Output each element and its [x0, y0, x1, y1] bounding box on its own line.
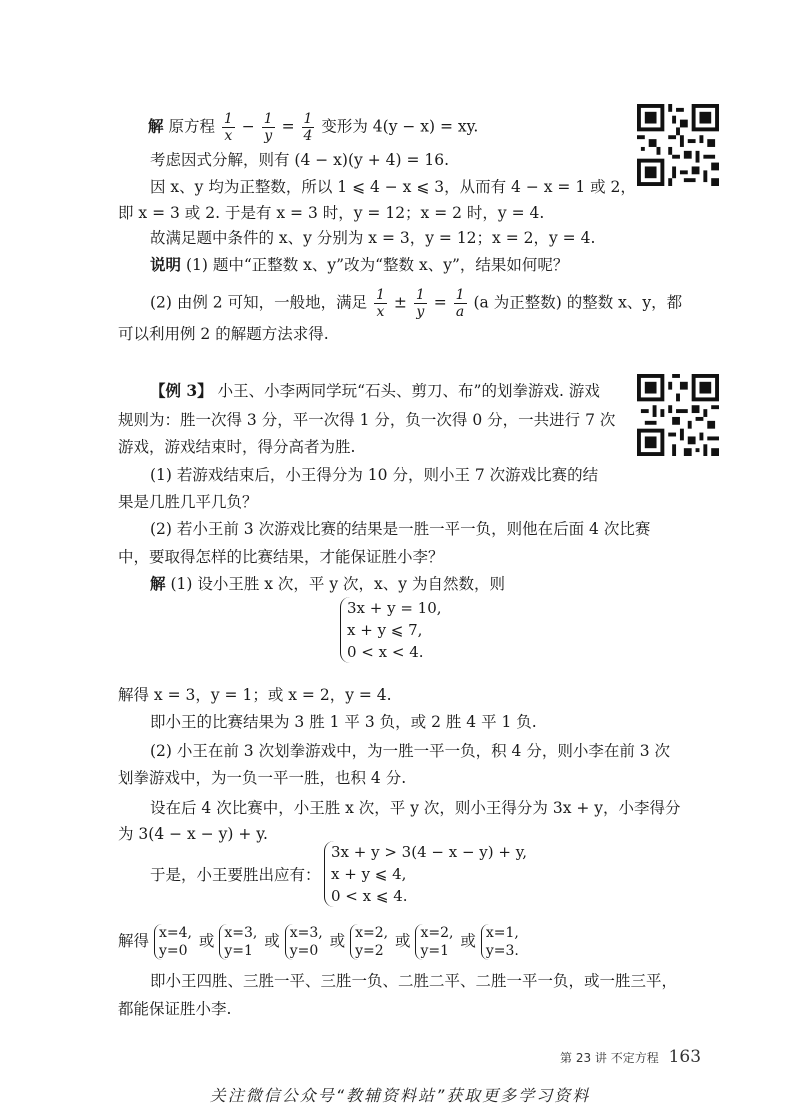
or-word: 或	[395, 932, 411, 950]
page-number: 163	[668, 1047, 702, 1067]
or-word: 或	[264, 932, 280, 950]
answer-system: x=1, y=3.	[481, 924, 519, 960]
solution3-line5: 划拳游戏中，为一负一平一胜，也积 4 分.	[118, 769, 407, 787]
solution-label: 解	[148, 116, 164, 136]
fraction: $\frac{1}{y}$	[263, 111, 273, 144]
note1-line2-end: (a 为正整数) 的整数 x、y，都	[473, 293, 683, 312]
system-row: 3x + y = 10,	[347, 599, 442, 617]
note1-line3: 可以利用例 2 的解题方法求得.	[118, 325, 329, 343]
answer-system: x=4, y=0	[154, 924, 192, 960]
solution3-text: (1) 设小王胜 x 次，平 y 次，x、y 为自然数，则	[170, 575, 505, 593]
inequality-system-2	[324, 841, 527, 907]
example3-q1-line2: 果是几胜几平几负？	[118, 493, 258, 511]
solution3-answers	[118, 924, 521, 960]
fraction: $\frac{1}{y}$	[415, 287, 425, 320]
fraction: $\frac{1}{x}$	[223, 111, 233, 144]
example3-line3: 游戏，游戏结束时，得分高者为胜.	[118, 438, 356, 456]
answer-system: x=2, y=1	[415, 924, 453, 960]
solution3-line7: 为 3(4 − x − y) + y.	[118, 825, 268, 843]
solution-label: 解	[150, 574, 166, 593]
solution1-line1	[148, 111, 478, 144]
solution3-line2: 解得 x = 3，y = 1；或 x = 2，y = 4.	[118, 686, 392, 704]
or-word: 或	[460, 932, 476, 950]
equals-sign: =	[281, 117, 295, 136]
note1-line2	[150, 287, 682, 320]
solution3-line8: 于是，小王要胜出应有：	[150, 866, 321, 884]
solution1-line5: 故满足题中条件的 x、y 分别为 x = 3，y = 12；x = 2，y = 4.	[150, 229, 596, 247]
answer-system: x=2, y=2	[350, 924, 388, 960]
lecture-topic: 不定方程	[610, 1051, 659, 1065]
answer-system: x=3, y=1	[219, 924, 257, 960]
example3-q1-line1: (1) 若游戏结束后，小王得分为 10 分，则小王 7 次游戏比赛的结	[150, 466, 599, 484]
example3-q2-line2: 中，要取得怎样的比赛结果，才能保证胜小李？	[118, 548, 444, 566]
solution3-line3: 即小王的比赛结果为 3 胜 1 平 3 负，或 2 胜 4 平 1 负.	[150, 713, 537, 731]
solution3-line9: 即小王四胜、三胜一平、三胜一负、二胜二平、二胜一平一负，或一胜三平，	[150, 972, 678, 990]
qr-code-top[interactable]	[637, 104, 719, 186]
solution-intro: 原方程	[168, 117, 215, 136]
note1-text: (1) 题中“正整数 x、y”改为“整数 x、y”，结果如何呢？	[185, 256, 569, 274]
fraction: $\frac{1}{a}$	[455, 287, 465, 320]
solve-prefix: 解得	[118, 932, 150, 950]
example3-line1	[150, 380, 600, 402]
page-footer	[560, 1047, 701, 1067]
solution3-line6: 设在后 4 次比赛中，小王胜 x 次，平 y 次，则小王得分为 3x + y，小李得分	[150, 799, 681, 817]
or-word: 或	[329, 932, 346, 950]
note1-line2-start: (2) 由例 2 可知，一般地，满足	[150, 293, 368, 312]
system-row: x + y ⩽ 4,	[331, 865, 407, 883]
watermark-text: 关注微信公众号“教辅资料站”获取更多学习资料	[209, 1086, 591, 1105]
system-row: 0 < x ⩽ 4.	[331, 887, 408, 905]
solution1-line2: 考虑因式分解，则有 (4 − x)(y + 4) = 16.	[150, 151, 450, 169]
example3-q2-line1: (2) 若小王前 3 次游戏比赛的结果是一胜一平一负，则他在后面 4 次比赛	[150, 520, 651, 538]
example3-line2: 规则为：胜一次得 3 分，平一次得 1 分，负一次得 0 分，一共进行 7 次	[118, 411, 616, 429]
minus-sign: −	[241, 117, 255, 136]
qr-code-example3[interactable]	[637, 374, 719, 456]
solution3-line1	[150, 573, 505, 595]
fraction: $\frac{1}{4}$	[303, 111, 313, 144]
inequality-system-1	[340, 597, 442, 663]
or-word: 或	[198, 932, 215, 950]
example3-text: 小王、小李两同学玩“石头、剪刀、布”的划拳游戏. 游戏	[217, 382, 600, 400]
fraction: $\frac{1}{x}$	[376, 287, 385, 320]
equals-sign: =	[433, 293, 447, 312]
system-row: x + y ⩽ 7,	[347, 621, 423, 639]
solution1-line3: 因 x、y 均为正整数，所以 1 ⩽ 4 − x ⩽ 3，从而有 4 − x = 1 或 2，	[150, 178, 636, 196]
system-row: 3x + y > 3(4 − x − y) + y,	[331, 843, 527, 861]
solution3-line4: (2) 小王在前 3 次划拳游戏中，为一胜一平一负，积 4 分，则小李在前 3 次	[150, 742, 671, 760]
solution1-line4: 即 x = 3 或 2. 于是有 x = 3 时，y = 12；x = 2 时，y = 4.	[118, 204, 545, 222]
answer-system: x=3, y=0	[285, 924, 323, 960]
example-label: 【例 3】	[150, 381, 213, 400]
note1-line1	[150, 254, 568, 276]
system-row: 0 < x < 4.	[347, 643, 424, 661]
solution3-line10: 都能保证胜小李.	[118, 1000, 232, 1018]
lecture-number: 第 23 讲	[560, 1051, 607, 1065]
note-label: 说明	[150, 255, 182, 274]
transform-text: 变形为 4(y − x) = xy.	[321, 117, 479, 136]
plus-minus-sign: ±	[393, 293, 407, 312]
